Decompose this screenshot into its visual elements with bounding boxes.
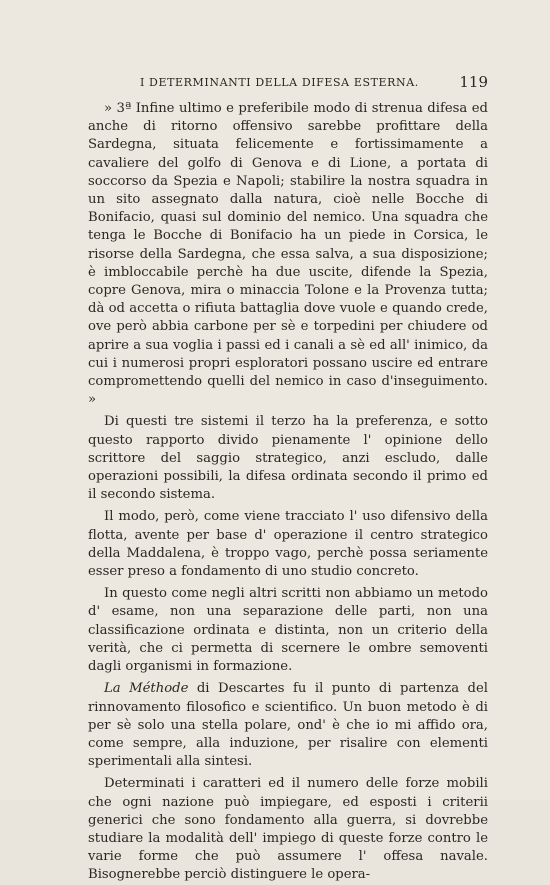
italic-title: La Méthode (104, 681, 189, 697)
chapter-title: I DETERMINANTI DELLA DIFESA ESTERNA. (140, 76, 419, 89)
paragraph: Determinati i caratteri ed il numero delle forze mobili che ogni nazione può impiegare, ed esposti i criterii generici che sono fondamento alla guerra, si dovrebbe studiare la modalità dell' impiego di queste forze contro le varie forme che può assumere l' offesa navale. Bisognerebbe perciò distinguere le opera- (88, 776, 488, 883)
paragraph-methode (88, 680, 488, 771)
paragraph: Il modo, però, come viene tracciato l' uso difensivo della flotta, avente per base d' operazione il centro strategico della Maddalena, è troppo vago, perchè possa seriamente esser preso a fondamento di uno studio concreto. (88, 509, 488, 580)
paragraph-quote: » 3ª Infine ultimo e preferibile modo di strenua difesa ed anche di ritorno offensivo sarebbe profittare della Sardegna, situata felicemente e fortissimamente a cavaliere del golfo di Genova e di Lione, a portata di soccorso da Spezia e Napoli; stabilire la nostra squadra in un sito assegnato dalla natura, cioè nelle Bocche di Bonifacio, quasi sul dominio del nemico. Una squadra che tenga le Bocche di Bonifacio ha un piede in Corsica, le risorse della Sardegna, che essa salva, a sua disposizione; è imbloccabile perchè ha due uscite, difende la Spezia, copre Genova, mira o minaccia Tolone e la Provenza tutta; dà od accetta o rifiuta battaglia dove vuole e quando crede, ove però abbia carbone per sè e torpedini per chiudere od aprire a sua voglia i passi ed i canali a sè ed all' inimico, da cui i numerosi propri esploratori possano uscire ed entrare compromettendo quelli del nemico in caso d'inseguimento. » (88, 101, 488, 408)
paragraph-text: di Descartes fu il punto di partenza del rinnovamento filosofico e scientifico. Un buon metodo è di per sè solo una stella polare, ond' è che io mi affido ora, come sempre, alla induzione, per risalire con elementi sperimentali alla sintesi. (88, 681, 488, 770)
page-number: 119 (459, 73, 488, 91)
page-body (88, 100, 488, 885)
paragraph: In questo come negli altri scritti non abbiamo un metodo d' esame, non una separazione delle parti, non una classificazione ordinata e distinta, non un criterio della verità, che ci permetta di scernere le ombre semoventi dagli organismi in formazione. (88, 586, 488, 675)
paragraph: Di questi tre sistemi il terzo ha la preferenza, e sotto questo rapporto divido pienamente l' opinione dello scrittore del saggio strategico, anzi escludo, dalle operazioni possibili, la difesa ordinata secondo il primo ed il secondo sistema. (88, 414, 488, 503)
